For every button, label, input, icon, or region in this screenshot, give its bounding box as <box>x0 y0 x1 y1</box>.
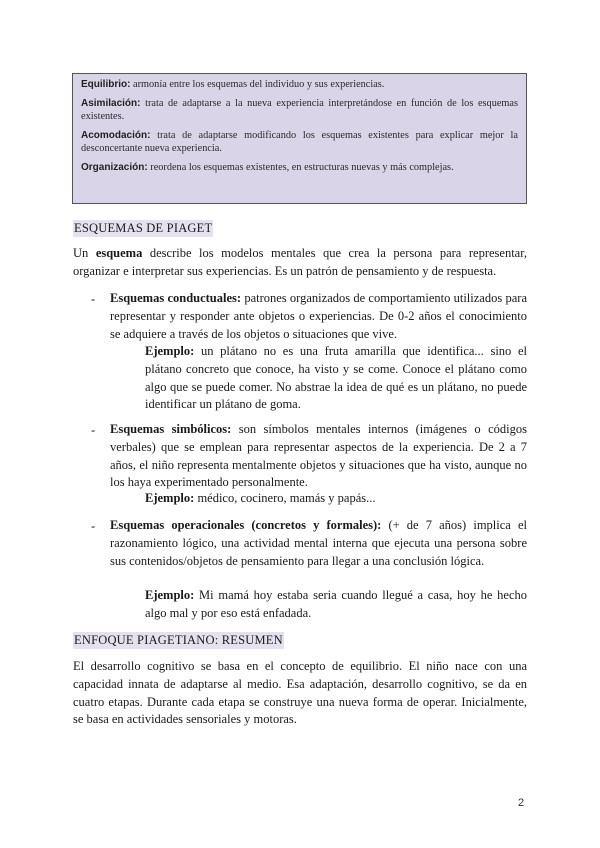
section-heading-esquemas: ESQUEMAS DE PIAGET <box>74 221 213 235</box>
summary-paragraph: El desarrollo cognitivo se basa en el concepto de equilibrio. El niño nace con una capacidad innata de adaptarse al medio. Esa adaptación, desarrollo cognitivo, se da en cuatro etapas. Durante cada etapa se construye una nueva forma de operar. Inicialmente, se basa en actividades sensoriales y motoras. <box>73 659 527 727</box>
page-number: 2 <box>518 797 525 809</box>
definitions-box <box>72 73 527 204</box>
intro-paragraph: Un esquema describe los modelos mentales que crea la persona para representar, organizar e interpretar sus experiencias. Es un patrón de pensamiento y de respuesta. <box>73 246 528 278</box>
bullet-marker: - <box>91 423 96 437</box>
bullet-marker: - <box>91 292 96 306</box>
example-conductuales: Ejemplo: un plátano no es una fruta amarilla que identifica... sino el plátano concreto que conoce, ha visto y se come. Conoce el plátano como algo que se puede comer. No abstrae la idea de qué es un plátano, no puede identificar un plátano de goma. <box>145 344 527 412</box>
definition-asimilacion: Asimilación: trata de adaptarse a la nueva experiencia interpretándose en función de los esquemas existentes. <box>81 97 518 123</box>
example-operacionales: Ejemplo: Mi mamá hoy estaba seria cuando llegué a casa, hoy he hecho algo mal y por eso está enfadada. <box>145 588 527 620</box>
list-item-simbolicos: Esquemas simbólicos: son símbolos mentales internos (imágenes o códigos verbales) que se emplean para representar aspectos de la experiencia. De 2 a 7 años, el niño representa mentalmente objetos y situaciones que ha visto, aunque no los haya experimentado personalmente. <box>110 422 527 490</box>
example-simbolicos: Ejemplo: médico, cocinero, mamás y papás... <box>145 491 376 505</box>
list-item-operacionales: Esquemas operacionales (concretos y formales): (+ de 7 años) implica el razonamiento lógico, una actividad mental interna que ejecuta una persona sobre sus contenidos/objetos de pensamiento para llegar a una conclusión lógica. <box>110 518 527 568</box>
list-item-conductuales: Esquemas conductuales: patrones organizados de comportamiento utilizados para representar y responder ante objetos o experiencias. De 0-2 años el conocimiento se adquiere a través de los objetos o situaciones que vive. <box>110 291 527 341</box>
definition-organizacion: Organización: reordena los esquemas existentes, en estructuras nuevas y más complejas. <box>81 161 454 173</box>
bullet-marker: - <box>91 519 96 533</box>
definition-acomodacion: Acomodación: trata de adaptarse modificando los esquemas existentes para explicar mejor la desconcertante nueva experiencia. <box>81 129 518 155</box>
section-heading-enfoque: ENFOQUE PIAGETIANO: RESUMEN <box>74 633 283 647</box>
definition-equilibrio: Equilibrio: armonía entre los esquemas del individuo y sus experiencias. <box>81 79 385 90</box>
